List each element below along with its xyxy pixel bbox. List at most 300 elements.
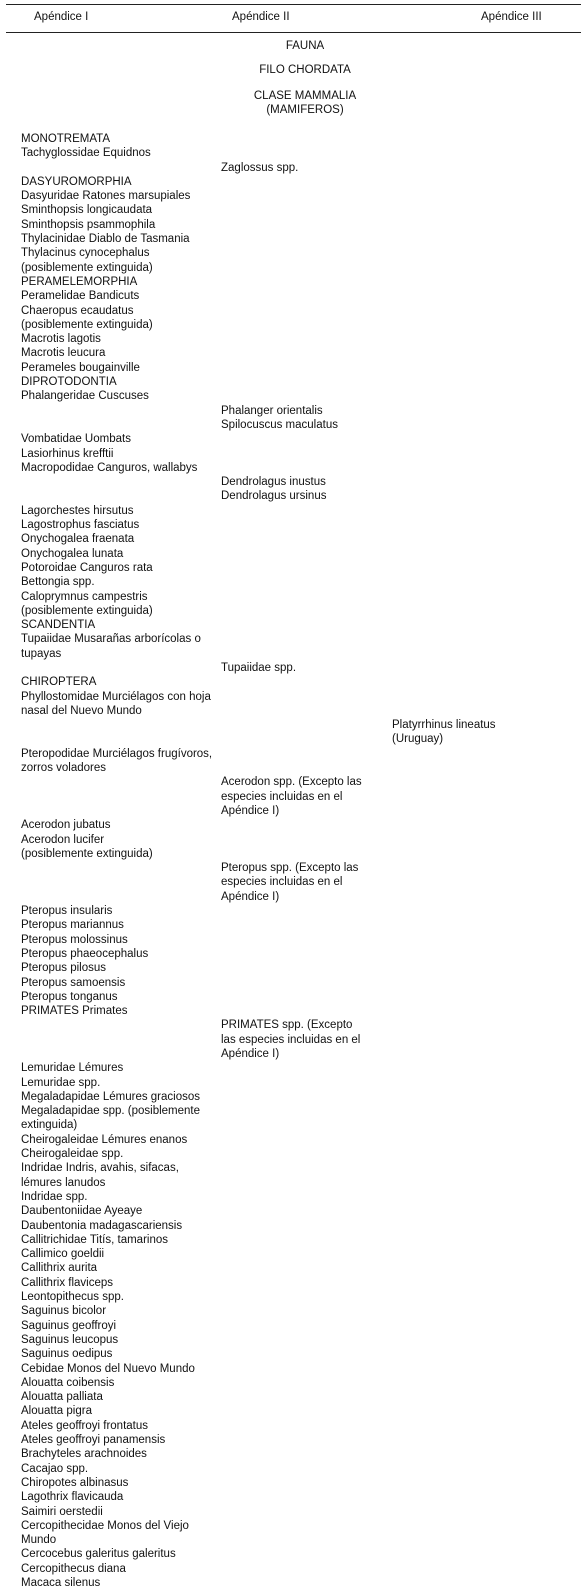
appendix-i-cell: [0, 976, 221, 990]
cell-text: Pteropus spp. (Excepto las especies incluidas en el Apéndice I): [221, 862, 359, 903]
appendix-ii-cell: [221, 275, 392, 289]
cell-text: Alouatta palliata: [21, 1391, 103, 1404]
appendix-ii-cell: [221, 1490, 392, 1504]
appendix-ii-cell: [221, 218, 392, 232]
appendix-i-cell: [0, 1147, 221, 1161]
header-appendix-i: Apéndice I: [34, 11, 89, 23]
appendix-i-cell: [0, 833, 221, 862]
appendix-iii-cell: [392, 1490, 567, 1504]
cell-text: Chaeropus ecaudatus (posiblemente extinguida): [21, 304, 153, 331]
appendix-iii-cell: [392, 1519, 567, 1548]
table-row: [0, 432, 587, 446]
appendix-iii-cell: [392, 1547, 567, 1561]
table-row: [0, 332, 587, 346]
appendix-iii-cell: [392, 1333, 567, 1347]
appendix-iii-cell: [392, 275, 567, 289]
cell-text: Pteropus insularis: [21, 905, 113, 918]
appendix-ii-cell: [221, 1505, 392, 1519]
appendix-i-cell: [0, 1104, 221, 1133]
appendix-ii-cell: [221, 1519, 392, 1548]
table-row: [0, 833, 587, 862]
table-row: [0, 203, 587, 217]
appendix-i-cell: [0, 1190, 221, 1204]
cell-text: Acerodon spp. (Excepto las especies incluidas en el Apéndice I): [221, 776, 362, 817]
appendix-ii-cell: [221, 1562, 392, 1576]
appendix-iii-cell: [392, 203, 567, 217]
appendix-i-cell: [0, 1219, 221, 1233]
appendix-i-cell: [0, 961, 221, 975]
table-row: [0, 1133, 587, 1147]
table-row: [0, 475, 587, 504]
appendix-iii-cell: [392, 1505, 567, 1519]
table-row: [0, 161, 587, 175]
appendix-i-cell: [0, 1404, 221, 1418]
appendix-ii-cell: [221, 547, 392, 561]
cell-text: SCANDENTIA: [21, 619, 96, 632]
appendix-i-cell: [0, 575, 221, 589]
cell-text: Callithrix aurita: [21, 1262, 98, 1275]
appendix-i-cell: [0, 1547, 221, 1561]
appendix-iii-cell: [392, 1090, 567, 1104]
appendix-iii-cell: [392, 1290, 567, 1304]
appendix-ii-cell: [221, 389, 392, 403]
table-row: [0, 1261, 587, 1275]
appendix-i-cell: [0, 618, 221, 632]
cell-text: Platyrrhinus lineatus (Uruguay): [392, 719, 496, 746]
appendix-i-cell: [0, 232, 221, 246]
cell-text: Cebidae Monos del Nuevo Mundo: [21, 1362, 195, 1375]
appendix-i-cell: [0, 1505, 221, 1519]
appendix-iii-cell: [392, 504, 567, 518]
table-row: [0, 175, 587, 189]
appendix-ii-cell: [221, 146, 392, 160]
appendix-iii-cell: [392, 1304, 567, 1318]
appendix-iii-cell: [392, 189, 567, 203]
appendix-iii-cell: [392, 1204, 567, 1218]
appendix-ii-cell: [221, 475, 392, 504]
table-row: [0, 1247, 587, 1261]
cell-text: Dendrolagus inustus Dendrolagus ursinus: [221, 476, 327, 503]
table-row: [0, 976, 587, 990]
appendix-i-cell: [0, 1347, 221, 1361]
cell-text: Cercocebus galeritus galeritus: [21, 1548, 176, 1561]
appendix-ii-cell: [221, 775, 392, 818]
appendix-iii-cell: [392, 590, 567, 619]
species-table: [0, 132, 587, 1590]
appendix-ii-cell: [221, 1104, 392, 1133]
appendix-iii-cell: [392, 1190, 567, 1204]
appendix-iii-cell: [392, 632, 567, 661]
cell-text: Callimico goeldii: [21, 1248, 105, 1261]
appendix-i-cell: [0, 1490, 221, 1504]
cell-text: Cheirogaleidae Lémures enanos: [21, 1133, 188, 1146]
table-row: [0, 747, 587, 776]
table-row: [0, 661, 587, 675]
cell-text: Pteropodidae Murciélagos frugívoros, zorros voladores: [21, 747, 213, 775]
section-filo: FILO CHORDATA: [259, 64, 351, 76]
cell-text: Megaladapidae spp. (posiblemente extinguida): [21, 1105, 201, 1132]
appendix-ii-cell: [221, 1076, 392, 1090]
appendix-i-cell: [0, 1562, 221, 1576]
table-row: [0, 304, 587, 333]
appendix-i-cell: [0, 275, 221, 289]
cell-text: MONOTREMATA: [21, 133, 111, 145]
cell-text: Onychogalea fraenata: [21, 533, 135, 546]
appendix-i-cell: [0, 304, 221, 333]
table-row: [0, 990, 587, 1004]
appendix-i-cell: [0, 1304, 221, 1318]
appendix-i-cell: [0, 718, 221, 747]
table-row: [0, 1018, 587, 1061]
cell-text: Indridae spp.: [21, 1190, 88, 1203]
appendix-ii-cell: [221, 675, 392, 689]
cell-text: Pteropus tonganus: [21, 990, 118, 1003]
appendix-iii-cell: [392, 1076, 567, 1090]
appendix-i-cell: [0, 404, 221, 433]
appendix-ii-cell: [221, 1376, 392, 1390]
appendix-i-cell: [0, 461, 221, 475]
table-row: [0, 690, 587, 719]
appendix-i-cell: [0, 332, 221, 346]
appendix-iii-cell: [392, 1104, 567, 1133]
appendix-ii-cell: [221, 718, 392, 747]
cell-text: Tupaiidae spp.: [221, 661, 297, 674]
cell-text: Thylacinidae Diablo de Tasmania: [21, 233, 190, 246]
table-row: [0, 718, 587, 747]
cell-text: Callitrichidae Titís, tamarinos: [21, 1233, 168, 1246]
appendix-ii-cell: [221, 618, 392, 632]
table-header: [0, 0, 587, 34]
table-row: [0, 232, 587, 246]
cell-text: Lagostrophus fasciatus: [21, 519, 140, 532]
table-row: [0, 289, 587, 303]
table-row: [0, 1304, 587, 1318]
table-row: [0, 904, 587, 918]
appendix-i-cell: [0, 1390, 221, 1404]
appendix-i-cell: [0, 1476, 221, 1490]
cell-text: Pteropus molossinus: [21, 933, 128, 946]
cell-text: Potoroidae Canguros rata: [21, 561, 153, 574]
cell-text: Pteropus mariannus: [21, 919, 124, 932]
appendix-iii-cell: [392, 246, 567, 275]
appendix-ii-cell: [221, 447, 392, 461]
appendix-i-cell: [0, 161, 221, 175]
cell-text: CHIROPTERA: [21, 676, 97, 689]
cell-text: Cacajao spp.: [21, 1462, 89, 1475]
table-row: [0, 1519, 587, 1548]
appendix-iii-cell: [392, 976, 567, 990]
appendix-ii-cell: [221, 404, 392, 433]
appendix-iii-cell: [392, 747, 567, 776]
appendix-ii-cell: [221, 1390, 392, 1404]
appendix-ii-cell: [221, 904, 392, 918]
cell-text: Megaladapidae Lémures graciosos: [21, 1090, 200, 1103]
appendix-ii-cell: [221, 861, 392, 904]
appendix-ii-cell: [221, 1147, 392, 1161]
cell-text: PERAMELEMORPHIA: [21, 275, 138, 288]
header-appendix-iii: Apéndice III: [481, 11, 542, 23]
appendix-i-cell: [0, 1319, 221, 1333]
appendix-ii-cell: [221, 304, 392, 333]
table-row: [0, 947, 587, 961]
appendix-iii-cell: [392, 918, 567, 932]
appendix-i-cell: [0, 346, 221, 360]
appendix-iii-cell: [392, 1419, 567, 1433]
appendix-i-cell: [0, 561, 221, 575]
section-clase: CLASE MAMMALIA (MAMIFEROS): [253, 90, 357, 116]
table-row: [0, 1404, 587, 1418]
cell-text: Zaglossus spp.: [221, 161, 299, 174]
appendix-ii-cell: [221, 1018, 392, 1061]
appendix-i-cell: [0, 203, 221, 217]
table-row: [0, 775, 587, 818]
cell-text: Thylacinus cynocephalus (posiblemente extinguida): [21, 247, 153, 274]
appendix-i-cell: [0, 1376, 221, 1390]
appendix-iii-cell: [392, 1347, 567, 1361]
appendix-i-cell: [0, 389, 221, 403]
appendix-ii-cell: [221, 1290, 392, 1304]
cell-text: Cercopithecus diana: [21, 1562, 126, 1575]
appendix-iii-cell: [392, 289, 567, 303]
appendix-iii-cell: [392, 175, 567, 189]
appendix-ii-cell: [221, 132, 392, 146]
appendix-i-cell: [0, 1004, 221, 1018]
cell-text: Lemuridae spp.: [21, 1076, 101, 1089]
appendix-ii-cell: [221, 690, 392, 719]
appendix-ii-cell: [221, 933, 392, 947]
appendix-iii-cell: [392, 1276, 567, 1290]
appendix-iii-cell: [392, 690, 567, 719]
appendix-ii-cell: [221, 632, 392, 661]
table-row: [0, 547, 587, 561]
table-row: [0, 561, 587, 575]
appendix-ii-cell: [221, 1161, 392, 1190]
cell-text: PRIMATES Primates: [21, 1005, 128, 1018]
appendix-iii-cell: [392, 447, 567, 461]
appendix-i-cell: [0, 1576, 221, 1590]
appendix-i-cell: [0, 690, 221, 719]
cell-text: Acerodon lucifer (posiblemente extinguida): [21, 833, 153, 860]
appendix-ii-cell: [221, 918, 392, 932]
appendix-ii-cell: [221, 1547, 392, 1561]
table-row: [0, 132, 587, 146]
appendix-ii-cell: [221, 1090, 392, 1104]
appendix-iii-cell: [392, 947, 567, 961]
appendix-iii-cell: [392, 375, 567, 389]
appendix-i-cell: [0, 590, 221, 619]
table-row: [0, 275, 587, 289]
table-row: [0, 518, 587, 532]
appendix-i-cell: [0, 1261, 221, 1275]
table-row: [0, 461, 587, 475]
appendix-i-cell: [0, 1247, 221, 1261]
cell-text: Lagothrix flavicauda: [21, 1491, 124, 1504]
cell-text: Sminthopsis longicaudata: [21, 204, 153, 217]
appendix-i-cell: [0, 518, 221, 532]
appendix-i-cell: [0, 1061, 221, 1075]
appendix-ii-cell: [221, 1261, 392, 1275]
appendix-ii-cell: [221, 1319, 392, 1333]
appendix-iii-cell: [392, 547, 567, 561]
appendix-iii-cell: [392, 1261, 567, 1275]
appendix-ii-cell: [221, 590, 392, 619]
cell-text: Lagorchestes hirsutus: [21, 504, 134, 517]
appendix-iii-cell: [392, 146, 567, 160]
appendix-iii-cell: [392, 990, 567, 1004]
appendix-iii-cell: [392, 1247, 567, 1261]
appendix-i-cell: [0, 1433, 221, 1447]
table-row: [0, 1476, 587, 1490]
cell-text: Onychogalea lunata: [21, 547, 124, 560]
appendix-i-cell: [0, 947, 221, 961]
table-row: [0, 447, 587, 461]
appendix-i-cell: [0, 1462, 221, 1476]
appendix-i-cell: [0, 547, 221, 561]
appendix-ii-cell: [221, 1576, 392, 1590]
cell-text: Lasiorhinus krefftii: [21, 447, 114, 460]
table-row: [0, 504, 587, 518]
cell-text: Vombatidae Uombats: [21, 433, 131, 446]
appendix-i-cell: [0, 1276, 221, 1290]
appendix-ii-cell: [221, 1233, 392, 1247]
appendix-iii-cell: [392, 1061, 567, 1075]
appendix-ii-cell: [221, 1447, 392, 1461]
appendix-i-cell: [0, 246, 221, 275]
table-row: [0, 590, 587, 619]
table-row: [0, 1333, 587, 1347]
appendix-iii-cell: [392, 618, 567, 632]
appendix-i-cell: [0, 189, 221, 203]
cell-text: Cercopithecidae Monos del Viejo Mundo: [21, 1519, 189, 1547]
cell-text: Chiropotes albinasus: [21, 1476, 129, 1489]
appendix-iii-cell: [392, 346, 567, 360]
cell-text: Daubentoniidae Ayeaye: [21, 1205, 143, 1218]
appendix-ii-cell: [221, 1433, 392, 1447]
cell-text: Daubentonia madagascariensis: [21, 1219, 183, 1232]
table-row: [0, 818, 587, 832]
appendix-ii-cell: [221, 161, 392, 175]
appendix-ii-cell: [221, 1476, 392, 1490]
appendix-iii-cell: [392, 1319, 567, 1333]
appendix-iii-cell: [392, 1018, 567, 1061]
cell-text: Caloprymnus campestris (posiblemente extinguida): [21, 590, 153, 617]
appendix-i-cell: [0, 818, 221, 832]
appendix-iii-cell: [392, 861, 567, 904]
appendix-ii-cell: [221, 990, 392, 1004]
cell-text: Dasyuridae Ratones marsupiales: [21, 190, 191, 203]
appendix-ii-cell: [221, 432, 392, 446]
appendix-i-cell: [0, 361, 221, 375]
table-row: [0, 933, 587, 947]
table-row: [0, 404, 587, 433]
appendix-iii-cell: [392, 1562, 567, 1576]
header-rule: [6, 32, 581, 33]
appendix-i-cell: [0, 1233, 221, 1247]
cell-text: Macropodidae Canguros, wallabys: [21, 461, 198, 474]
cell-text: Ateles geoffroyi frontatus: [21, 1419, 148, 1432]
appendix-ii-cell: [221, 561, 392, 575]
appendix-i-cell: [0, 933, 221, 947]
top-rule: [6, 4, 581, 5]
table-row: [0, 361, 587, 375]
appendix-iii-cell: [392, 1233, 567, 1247]
appendix-ii-cell: [221, 661, 392, 675]
appendix-ii-cell: [221, 1304, 392, 1318]
table-row: [0, 1219, 587, 1233]
appendix-ii-cell: [221, 1204, 392, 1218]
table-row: [0, 1004, 587, 1018]
table-row: [0, 189, 587, 203]
appendix-iii-cell: [392, 132, 567, 146]
appendix-ii-cell: [221, 947, 392, 961]
appendix-i-cell: [0, 132, 221, 146]
appendix-ii-cell: [221, 232, 392, 246]
cell-text: Tachyglossidae Equidnos: [21, 147, 151, 160]
cell-text: Saguinus leucopus: [21, 1333, 119, 1346]
appendix-i-cell: [0, 175, 221, 189]
table-row: [0, 575, 587, 589]
appendix-ii-cell: [221, 833, 392, 862]
table-row: [0, 1147, 587, 1161]
cell-text: DIPROTODONTIA: [21, 376, 117, 389]
table-row: [0, 218, 587, 232]
cell-text: Pteropus samoensis: [21, 976, 126, 989]
table-row: [0, 346, 587, 360]
appendix-i-cell: [0, 1290, 221, 1304]
appendix-iii-cell: [392, 1462, 567, 1476]
table-row: [0, 1562, 587, 1576]
appendix-ii-cell: [221, 203, 392, 217]
cell-text: Callithrix flaviceps: [21, 1276, 114, 1289]
appendix-i-cell: [0, 504, 221, 518]
cell-text: Acerodon jubatus: [21, 819, 111, 832]
appendix-i-cell: [0, 475, 221, 504]
appendix-i-cell: [0, 1018, 221, 1061]
appendix-iii-cell: [392, 1404, 567, 1418]
appendix-iii-cell: [392, 218, 567, 232]
appendix-iii-cell: [392, 1004, 567, 1018]
appendix-i-cell: [0, 1090, 221, 1104]
cell-text: Cheirogaleidae spp.: [21, 1148, 124, 1161]
appendix-i-cell: [0, 218, 221, 232]
appendix-ii-cell: [221, 1362, 392, 1376]
appendix-ii-cell: [221, 575, 392, 589]
cell-text: Saguinus oedipus: [21, 1348, 113, 1361]
appendix-iii-cell: [392, 661, 567, 675]
cell-text: Phyllostomidae Murciélagos con hoja nasal del Nuevo Mundo: [21, 690, 211, 717]
appendix-iii-cell: [392, 1447, 567, 1461]
appendix-iii-cell: [392, 1433, 567, 1447]
appendix-iii-cell: [392, 1390, 567, 1404]
appendix-ii-cell: [221, 1190, 392, 1204]
appendix-iii-cell: [392, 161, 567, 175]
appendix-ii-cell: [221, 346, 392, 360]
appendix-i-cell: [0, 375, 221, 389]
appendix-i-cell: [0, 747, 221, 776]
appendix-iii-cell: [392, 833, 567, 862]
appendix-i-cell: [0, 532, 221, 546]
appendix-iii-cell: [392, 404, 567, 433]
table-row: [0, 1233, 587, 1247]
appendix-iii-cell: [392, 718, 567, 747]
cell-text: Macaca silenus: [21, 1576, 101, 1589]
appendix-iii-cell: [392, 1133, 567, 1147]
appendix-ii-cell: [221, 1219, 392, 1233]
appendix-ii-cell: [221, 1276, 392, 1290]
appendix-iii-cell: [392, 675, 567, 689]
table-row: [0, 1290, 587, 1304]
appendix-ii-cell: [221, 1462, 392, 1476]
